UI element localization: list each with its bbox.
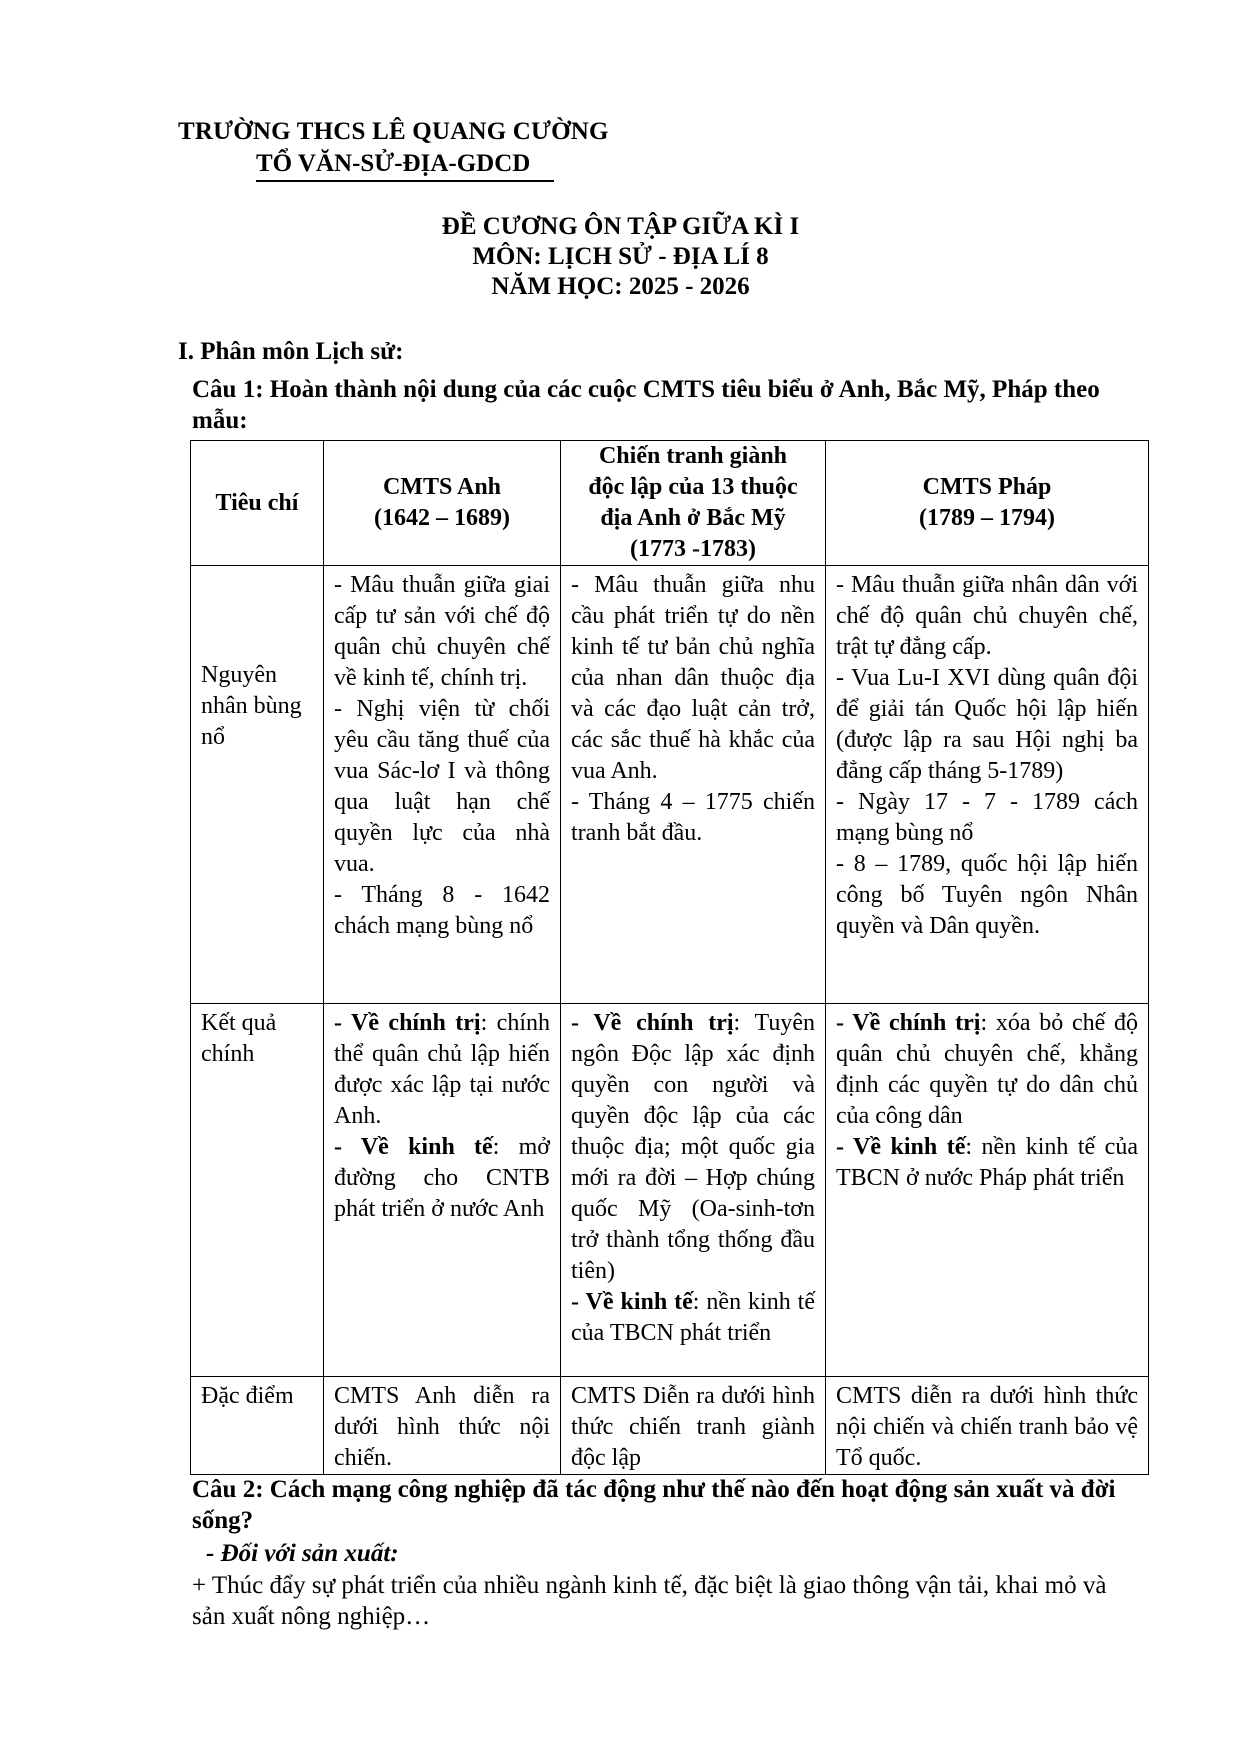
cell-france-results: [826, 1004, 1149, 1377]
cell-text: - Nghị viện từ chối yêu cầu tăng thuế của vua Sác-lơ I và thông qua luật hạn chế quyền lực của nhà vua.: [334, 696, 550, 877]
cell-text: - Mâu thuẫn giữa nhu cầu phát triển tự do nền kinh tế tư bản chủ nghĩa của nhan dân thuộc địa và các đạo luật cản trở, các sắc thuế hà khắc của vua Anh.: [571, 572, 815, 784]
doc-title: ĐỀ CƯƠNG ÔN TẬP GIỮA KÌ I: [441, 213, 800, 240]
school-name: TRƯỜNG THCS LÊ QUANG CƯỜNG: [178, 118, 609, 145]
doc-school-year: NĂM HỌC: 2025 - 2026: [491, 273, 750, 300]
cell-text: - Mâu thuẫn giữa nhân dân với chế độ quân chủ chuyên chế, trật tự đẳng cấp.: [836, 572, 1138, 660]
criteria-causes: Nguyên nhân bùng nổ: [191, 566, 324, 1004]
cell-text: : Tuyên ngôn Độc lập xác định quyền con người và quyền độc lập của các thuộc địa; một quốc gia mới ra đời – Hợp chúng quốc Mỹ (Oa-sinh-tơn trở thành tổng thống đầu tiên): [571, 1010, 816, 1284]
cell-text: - Tháng 4 – 1775 chiến tranh bắt đầu.: [571, 789, 815, 846]
header-england-title: CMTS Anh: [382, 474, 502, 500]
question-1: Câu 1: Hoàn thành nội dung của các cuộc CMTS tiêu biểu ở Anh, Bắc Mỹ, Pháp theo mẫu:: [192, 376, 1100, 434]
criteria-features: Đặc điểm: [191, 1377, 324, 1475]
header-england: [324, 441, 561, 566]
cell-text: - Ngày 17 - 7 - 1789 cách mạng bùng nổ: [836, 789, 1138, 846]
label-economy: - Về kinh tế: [836, 1134, 966, 1160]
cell-text: : chính thể quân chủ lập hiến được xác lập tại nước Anh.: [334, 1010, 550, 1129]
cell-text: : xóa bỏ chế độ quân chủ chuyên chế, khẳng định các quyền tự do dân chủ của công dân: [836, 1010, 1139, 1129]
cell-england-results: [324, 1004, 561, 1377]
cell-text: - Mâu thuẫn giữa giai cấp tư sản với chế độ quân chủ chuyên chế về kinh tế, chính trị.: [334, 572, 550, 691]
cell-text: [571, 1008, 815, 1287]
cell-na-causes: [561, 566, 826, 1004]
header-france-title: CMTS Pháp: [922, 474, 1052, 500]
department-name: TỔ VĂN-SỬ-ĐỊA-GDCD: [256, 150, 531, 177]
header-criteria: Tiêu chí: [191, 441, 324, 566]
label-economy: - Về kinh tế: [571, 1289, 693, 1315]
label-economy: - Về kinh tế: [334, 1134, 493, 1160]
table-row: [191, 566, 1149, 1004]
subheading-production: - Đối với sản xuất:: [206, 1540, 399, 1567]
header-na-line1: Chiến tranh giành: [598, 443, 788, 469]
cell-text: [571, 1287, 815, 1349]
question-2: Câu 2: Cách mạng công nghiệp đã tác động như thế nào đến hoạt động sản xuất và đời sống?: [192, 1476, 1116, 1534]
cell-text: : nền kinh tế của TBCN phát triển: [571, 1289, 815, 1346]
cell-na-features: CMTS Diễn ra dưới hình thức chiến tranh giành độc lập: [561, 1377, 826, 1475]
header-france-years: (1789 – 1794): [919, 505, 1055, 531]
cell-text: [836, 1132, 1138, 1194]
cell-france-causes: [826, 566, 1149, 1004]
label-politics: - Về chính trị: [571, 1010, 734, 1036]
header-na-line3: địa Anh ở Bắc Mỹ: [600, 505, 786, 531]
revolutions-table: [190, 440, 1149, 1475]
header-england-years: (1642 – 1689): [374, 505, 510, 531]
cell-text: - 8 – 1789, quốc hội lập hiến công bố Tuyên ngôn Nhân quyền và Dân quyền.: [836, 851, 1138, 939]
cell-text: [334, 1008, 550, 1132]
paragraph-production: + Thúc đẩy sự phát triển của nhiều ngành kinh tế, đặc biệt là giao thông vận tải, khai mỏ và sản xuất nông nghiệp…: [192, 1572, 1107, 1630]
cell-text: [334, 1132, 550, 1225]
header-north-america: [561, 441, 826, 566]
cell-text: : nền kinh tế của TBCN ở nước Pháp phát triển: [836, 1134, 1138, 1191]
cell-england-features: CMTS Anh diễn ra dưới hình thức nội chiến.: [324, 1377, 561, 1475]
header-france: [826, 441, 1149, 566]
cell-france-features: CMTS diễn ra dưới hình thức nội chiến và chiến tranh bảo vệ Tổ quốc.: [826, 1377, 1149, 1475]
cell-text: - Tháng 8 - 1642 chách mạng bùng nổ: [334, 882, 550, 939]
department-underline: [256, 180, 554, 182]
table-row: [191, 1377, 1149, 1475]
table-header-row: [191, 441, 1149, 566]
label-politics: - Về chính trị: [836, 1010, 981, 1036]
criteria-results: Kết quả chính: [191, 1004, 324, 1377]
label-politics: - Về chính trị: [334, 1010, 481, 1036]
section-heading: I. Phân môn Lịch sử:: [178, 338, 404, 365]
table-row: [191, 1004, 1149, 1377]
cell-na-results: [561, 1004, 826, 1377]
header-na-years: (1773 -1783): [630, 536, 756, 562]
cell-text: [836, 1008, 1138, 1132]
cell-england-causes: [324, 566, 561, 1004]
doc-subject: MÔN: LỊCH SỬ - ĐỊA LÍ 8: [472, 243, 769, 270]
cell-text: - Vua Lu-I XVI dùng quân đội để giải tán Quốc hội lập hiến (được lập ra sau Hội nghị ba đẳng cấp tháng 5-1789): [836, 665, 1138, 784]
cell-text: : mở đường cho CNTB phát triển ở nước Anh: [334, 1134, 550, 1222]
header-na-line2: độc lập của 13 thuộc: [588, 474, 798, 500]
